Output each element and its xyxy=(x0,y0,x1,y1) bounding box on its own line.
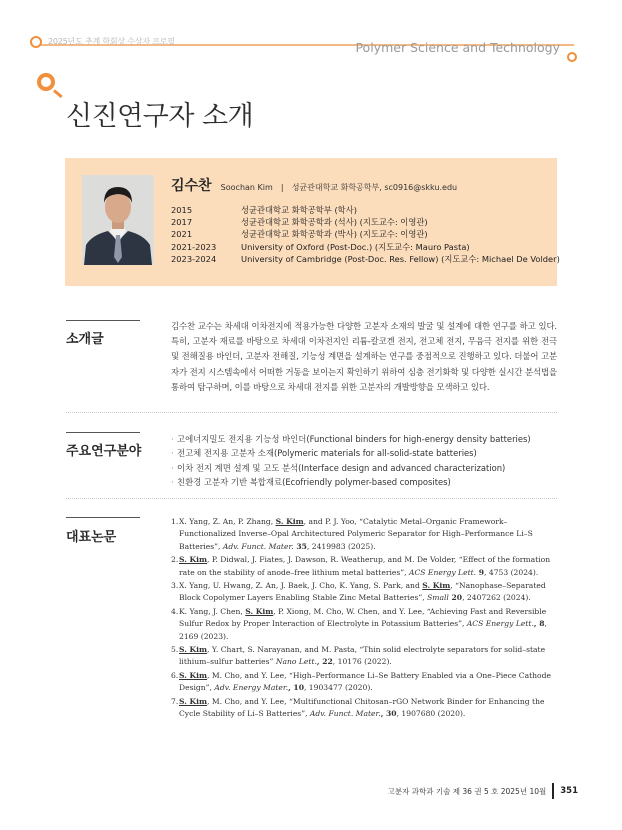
paper-volume: 20 xyxy=(448,593,463,603)
paper-author-highlight: S. Kim xyxy=(179,645,208,655)
page-number: 351 xyxy=(560,786,578,796)
paper-number: 4. xyxy=(171,606,179,616)
education-year: 2021-2023 xyxy=(171,241,217,252)
portrait-image xyxy=(82,175,154,265)
intro-heading-rule xyxy=(66,320,140,321)
paper-journal: ACS Energy Lett. xyxy=(466,619,534,629)
education-row xyxy=(171,253,560,265)
page-footer xyxy=(388,783,578,799)
paper-journal: Adv. Funct. Mater. xyxy=(222,541,294,551)
papers-list xyxy=(171,516,561,722)
paper-volume: , 8 xyxy=(533,619,545,629)
header-left-text: 2025년도 추계 학회상 수상자 프로필 xyxy=(48,37,175,46)
research-item-text: 고에너지밀도 전지용 기능성 바인더(Functional binders for high-energy density batteries) xyxy=(177,434,531,444)
paper-volume: , 30 xyxy=(380,709,397,719)
paper-title: , M. Cho, and Y. Lee, “Multifunctional Chitosan–rGO Network Binder for Enhancing the Cycle Stability of Li–S Batteries”, xyxy=(179,696,545,719)
paper-pages: , 2419983 (2025). xyxy=(306,541,376,551)
paper-volume: 9 xyxy=(476,567,485,577)
header-journal-name: Polymer Science and Technology xyxy=(355,40,560,55)
papers-heading: 대표논문 xyxy=(66,530,117,545)
paper-title: , and P. J. Yoo, “Catalytic Metal–Organic Framework–Functionalized Inverse–Opal Architectured Polymeric Separator for High–Performance Li–S Batteries”, xyxy=(179,517,533,551)
paper-volume: , 22 xyxy=(316,657,333,667)
research-item-text: 이차 전지 계면 설계 및 고도 분석(Interface design and advanced characterization) xyxy=(177,462,506,473)
bullet: · xyxy=(171,448,174,459)
name-english: Soochan Kim xyxy=(220,183,273,192)
paper-item xyxy=(171,580,561,605)
paper-author-highlight: S. Kim xyxy=(245,606,274,616)
paper-item xyxy=(171,696,561,721)
paper-pages: , 2169 (2023). xyxy=(179,619,547,641)
bullet: · xyxy=(171,462,174,473)
paper-pages: , 4753 (2024). xyxy=(484,567,539,577)
paper-pages: , 1907680 (2020). xyxy=(396,709,466,719)
paper-authors-pre: K. Yang, J. Chen, xyxy=(179,606,246,616)
intro-heading: 소개글 xyxy=(66,332,104,347)
name-separator: | xyxy=(280,183,284,192)
paper-author-highlight: S. Kim xyxy=(179,670,208,680)
paper-journal: Nano Lett. xyxy=(275,657,317,667)
header-dot-right xyxy=(567,52,577,62)
research-item-text: 친환경 고분자 기반 복합재료(Ecofriendly polymer-based composites) xyxy=(177,477,451,488)
paper-item xyxy=(171,644,561,669)
research-item xyxy=(171,446,561,460)
paper-author-highlight: S. Kim xyxy=(422,581,451,591)
paper-number: 3. xyxy=(171,581,179,591)
paper-number: 1. xyxy=(171,517,179,526)
education-text: 성균관대학교 화학공학과 (석사) (지도교수: 이영관) xyxy=(241,217,428,228)
name-korean: 김수찬 xyxy=(171,178,212,194)
paper-journal: Adv. Energy Mater. xyxy=(214,683,289,693)
paper-author-highlight: S. Kim xyxy=(179,696,208,706)
footer-issue-text: 고분자 과학과 기술 제 36 권 5 호 2025년 10월 xyxy=(387,786,547,796)
paper-author-highlight: S. Kim xyxy=(179,555,208,565)
profile-name-row xyxy=(171,175,457,195)
section-divider xyxy=(66,498,557,499)
education-row xyxy=(171,241,560,253)
paper-volume: , 10 xyxy=(288,683,304,693)
education-text: 성균관대학교 화학공학부 (학사) xyxy=(241,205,357,215)
page-title: 신진연구자 소개 xyxy=(66,101,254,132)
paper-title: , M. Cho, and Y. Lee, “High–Performance Li–Se Battery Enabled via a One–Piece Cathode Design”, xyxy=(179,670,551,693)
paper-number: 6. xyxy=(171,670,179,680)
papers-heading-rule xyxy=(66,517,140,518)
research-item xyxy=(171,475,561,489)
education-row xyxy=(171,228,560,240)
paper-title: , P. Xiong, M. Cho, W. Chen, and Y. Lee, “Achieving Fast and Reversible Sulfur Redox by Proper Interaction of Electrolyte in Potassium Batteries”, xyxy=(179,606,547,629)
paper-volume: 35 xyxy=(293,541,307,551)
paper-journal: Small xyxy=(427,593,449,603)
paper-item xyxy=(171,606,561,643)
paper-number: 7. xyxy=(171,696,179,706)
paper-title: , P. Didwal, J. Fiates, J. Dawson, R. Weatherup, and M. De Volder, “Effect of the formation rate on the stability of anode–free lithium metal batteries”, xyxy=(179,555,551,577)
paper-authors-pre: X. Yang, Z. An, P. Zhang, xyxy=(179,517,276,526)
education-row xyxy=(171,204,560,216)
bullet: · xyxy=(171,434,174,444)
paper-item xyxy=(171,554,561,579)
research-item xyxy=(171,432,561,446)
paper-author-highlight: S. Kim xyxy=(275,517,304,526)
education-text: 성균관대학교 화학공학과 (박사) (지도교수: 이영관) xyxy=(241,229,428,240)
education-year: 2023-2024 xyxy=(171,253,217,264)
education-year: 2015 xyxy=(171,205,193,215)
research-list xyxy=(171,432,561,490)
paper-pages: , 1903477 (2020). xyxy=(303,683,373,693)
education-year: 2021 xyxy=(171,229,193,240)
intro-body: 김수찬 교수는 차세대 이차전지에 적용가능한 다양한 고분자 소재의 발굴 및 설계에 대한 연구를 하고 있다. 특히, 고분자 재료를 바탕으로 차세대 이차전지인 리튬-칼코겐 전지, 전고체 전지, 무음극 전지를 위한 전극 및 전해질용 바인더, 고분자 전해질, 기능성 계면을 설계하는 연구를 중점적으로 진행하고 있다. 더불어 고분자가 전지 시스템속에서 어떠한 거동을 보이는지 확인하기 위하여 심층 전기화학 및 다양한 실시간 분석법을 통하여 탐구하며, 이를 바탕으로 차세대 전지를 위한 고분자의 개발방향을 모색하고 있다. xyxy=(171,321,557,392)
bullet: · xyxy=(171,477,174,488)
education-list xyxy=(171,204,560,265)
paper-title: , Y. Chart, S. Narayanan, and M. Pasta, “Thin solid electrolyte separators for solid–state lithium–sulfur batteries” xyxy=(179,645,546,667)
research-item-text: 전고체 전지용 고분자 소재(Polymeric materials for all-solid-state batteries) xyxy=(177,448,477,459)
paper-item xyxy=(171,516,561,553)
paper-number: 2. xyxy=(171,555,179,565)
research-item xyxy=(171,461,561,475)
research-heading-rule xyxy=(66,432,140,433)
paper-number: 5. xyxy=(171,645,179,655)
title-pin-stem xyxy=(53,89,63,98)
paper-item xyxy=(171,670,561,695)
education-text: University of Oxford (Post-Doc.) (지도교수: Mauro Pasta) xyxy=(241,241,470,252)
paper-pages: , 2407262 (2024). xyxy=(462,593,531,603)
education-text: University of Cambridge (Post-Doc. Res. Fellow) (지도교수: Michael De Volder) xyxy=(241,253,560,264)
paper-journal: ACS Energy Lett. xyxy=(409,567,477,577)
paper-journal: Adv. Funct. Mater. xyxy=(309,709,381,719)
education-year: 2017 xyxy=(171,217,193,228)
title-pin-icon xyxy=(37,73,55,91)
paper-title: , “Nanophase–Separated Block Copolymer Layers Enabling Stable Zinc Metal Batteries”, xyxy=(179,581,546,603)
paper-pages: , 10176 (2022). xyxy=(332,657,392,667)
section-divider xyxy=(66,412,557,413)
paper-authors-pre: X. Yang, U. Hwang, Z. An, J. Baek, J. Cho, K. Yang, S. Park, and xyxy=(179,581,423,591)
header-dot-left xyxy=(30,36,42,48)
profile-photo xyxy=(82,175,154,265)
research-heading: 주요연구분야 xyxy=(66,444,142,459)
education-row xyxy=(171,216,560,228)
footer-divider xyxy=(552,783,554,799)
affiliation: 성균관대학교 화학공학부, sc0916@skku.edu xyxy=(291,183,458,192)
